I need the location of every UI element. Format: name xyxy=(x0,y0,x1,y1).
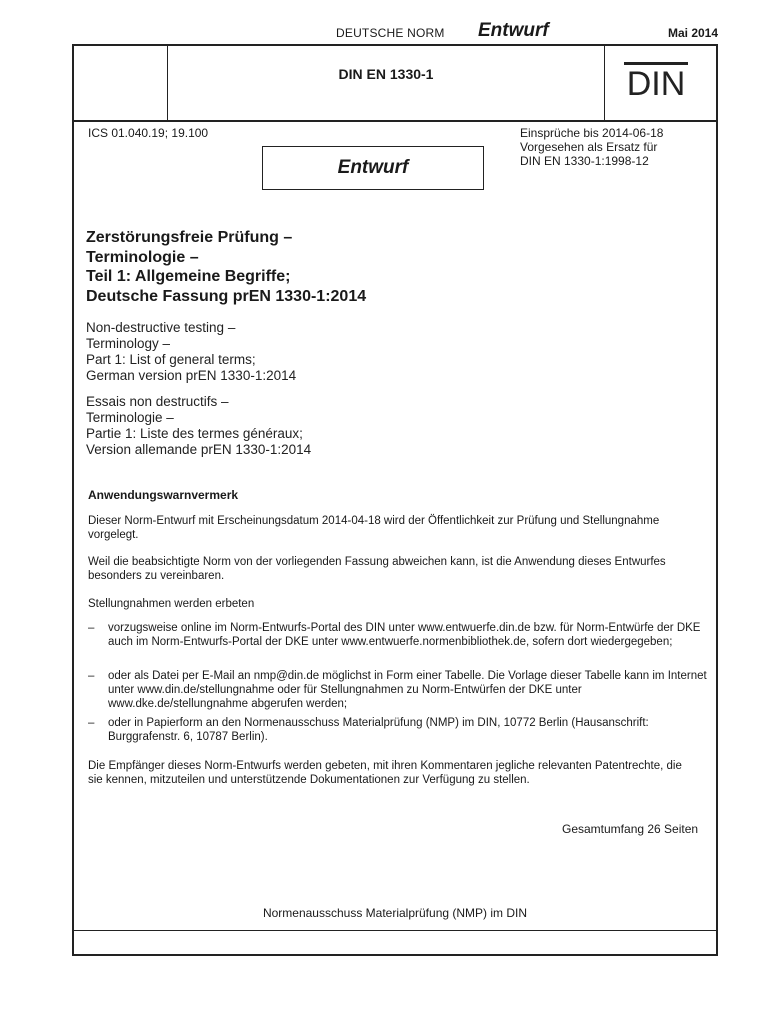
ics-codes: ICS 01.040.19; 19.100 xyxy=(88,126,209,140)
title-german xyxy=(86,228,646,306)
footer-divider xyxy=(72,930,718,931)
bullet-dash: – xyxy=(88,670,95,682)
bullet-text: vorzugsweise online im Norm-Entwurfs-Portal des DIN unter www.entwuerfe.din.de bzw. für Norm-Entwürfe der DKE auch im Norm-Entwurfs-Portal der DKE unter www.entwuerfe.normenbibliothek.de, sofern dort wiedergegeben; xyxy=(108,622,701,648)
title-english xyxy=(86,320,646,384)
document-number: DIN EN 1330-1 xyxy=(338,66,434,82)
title-en-line: Part 1: List of general terms; xyxy=(86,352,256,367)
title-de-line: Deutsche Fassung prEN 1330-1:2014 xyxy=(86,287,367,305)
bullet-dash: – xyxy=(88,717,95,729)
title-fr-line: Partie 1: Liste des termes généraux; xyxy=(86,426,303,441)
committee-name: Normenausschuss Materialprüfung (NMP) im DIN xyxy=(262,906,528,920)
bullet-text: oder als Datei per E-Mail an nmp@din.de möglichst in Form einer Tabelle. Die Vorlage dieser Tabelle kann im Internet unter www.din.de/stellungnahme oder für Stellungnahmen zu Norm-Entwürfen der DKE unter www.dke.de/stellungnahme abgerufen werden; xyxy=(108,670,707,710)
total-pages: Gesamtumfang 26 Seiten xyxy=(562,822,699,836)
warning-paragraph-4: Die Empfänger dieses Norm-Entwurfs werden gebeten, mit ihren Kommentaren jegliche relevanten Patentrechte, die sie kennen, mitzuteilen und unterstützende Dokumentationen zur Verfügung zu stellen. xyxy=(88,760,682,786)
draft-label: Entwurf xyxy=(478,20,549,41)
title-en-line: Terminology – xyxy=(86,336,171,351)
title-de-line: Zerstörungsfreie Prüfung – xyxy=(86,229,293,246)
bullet-text: oder in Papierform an den Normenausschuss Materialprüfung (NMP) im DIN, 10772 Berlin (Hausanschrift: Burggrafenstr. 6, 10787 Berlin). xyxy=(108,717,649,743)
title-fr-line: Version allemande prEN 1330-1:2014 xyxy=(86,442,312,457)
warning-paragraph-1: Dieser Norm-Entwurf mit Erscheinungsdatum 2014-04-18 wird der Öffentlichkeit zur Prüfung und Stellungnahme vorgelegt. xyxy=(88,515,660,541)
title-en-line: German version prEN 1330-1:2014 xyxy=(86,368,297,383)
din-logo-text: DIN xyxy=(626,65,686,98)
title-de-line: Teil 1: Allgemeine Begriffe; xyxy=(86,268,291,285)
issue-date: Mai 2014 xyxy=(668,26,719,40)
title-en-line: Non-destructive testing – xyxy=(86,320,236,335)
draft-box: Entwurf xyxy=(262,146,484,190)
objection-deadline: Einsprüche bis 2014-06-18 xyxy=(520,126,664,140)
top-line xyxy=(0,0,768,44)
title-french xyxy=(86,394,646,458)
title-de-line: Terminologie – xyxy=(86,248,199,266)
warning-paragraph-2: Weil die beabsichtigte Norm von der vorliegenden Fassung abweichen kann, ist die Anwendung dieses Entwurfes besonders zu vereinbaren. xyxy=(88,556,666,582)
din-logo xyxy=(624,62,688,98)
meta-right xyxy=(520,126,663,168)
title-fr-line: Terminologie – xyxy=(86,410,174,425)
title-fr-line: Essais non destructifs – xyxy=(86,394,229,409)
warning-heading: Anwendungswarnvermerk xyxy=(88,488,239,502)
replacement-line-2: DIN EN 1330-1:1998-12 xyxy=(520,154,649,168)
standard-label: DEUTSCHE NORM xyxy=(336,26,445,40)
warning-paragraph-3: Stellungnahmen werden erbeten xyxy=(88,598,255,610)
bullet-dash: – xyxy=(88,622,95,634)
header-left-cell xyxy=(72,44,168,122)
replacement-line-1: Vorgesehen als Ersatz für xyxy=(520,140,658,154)
